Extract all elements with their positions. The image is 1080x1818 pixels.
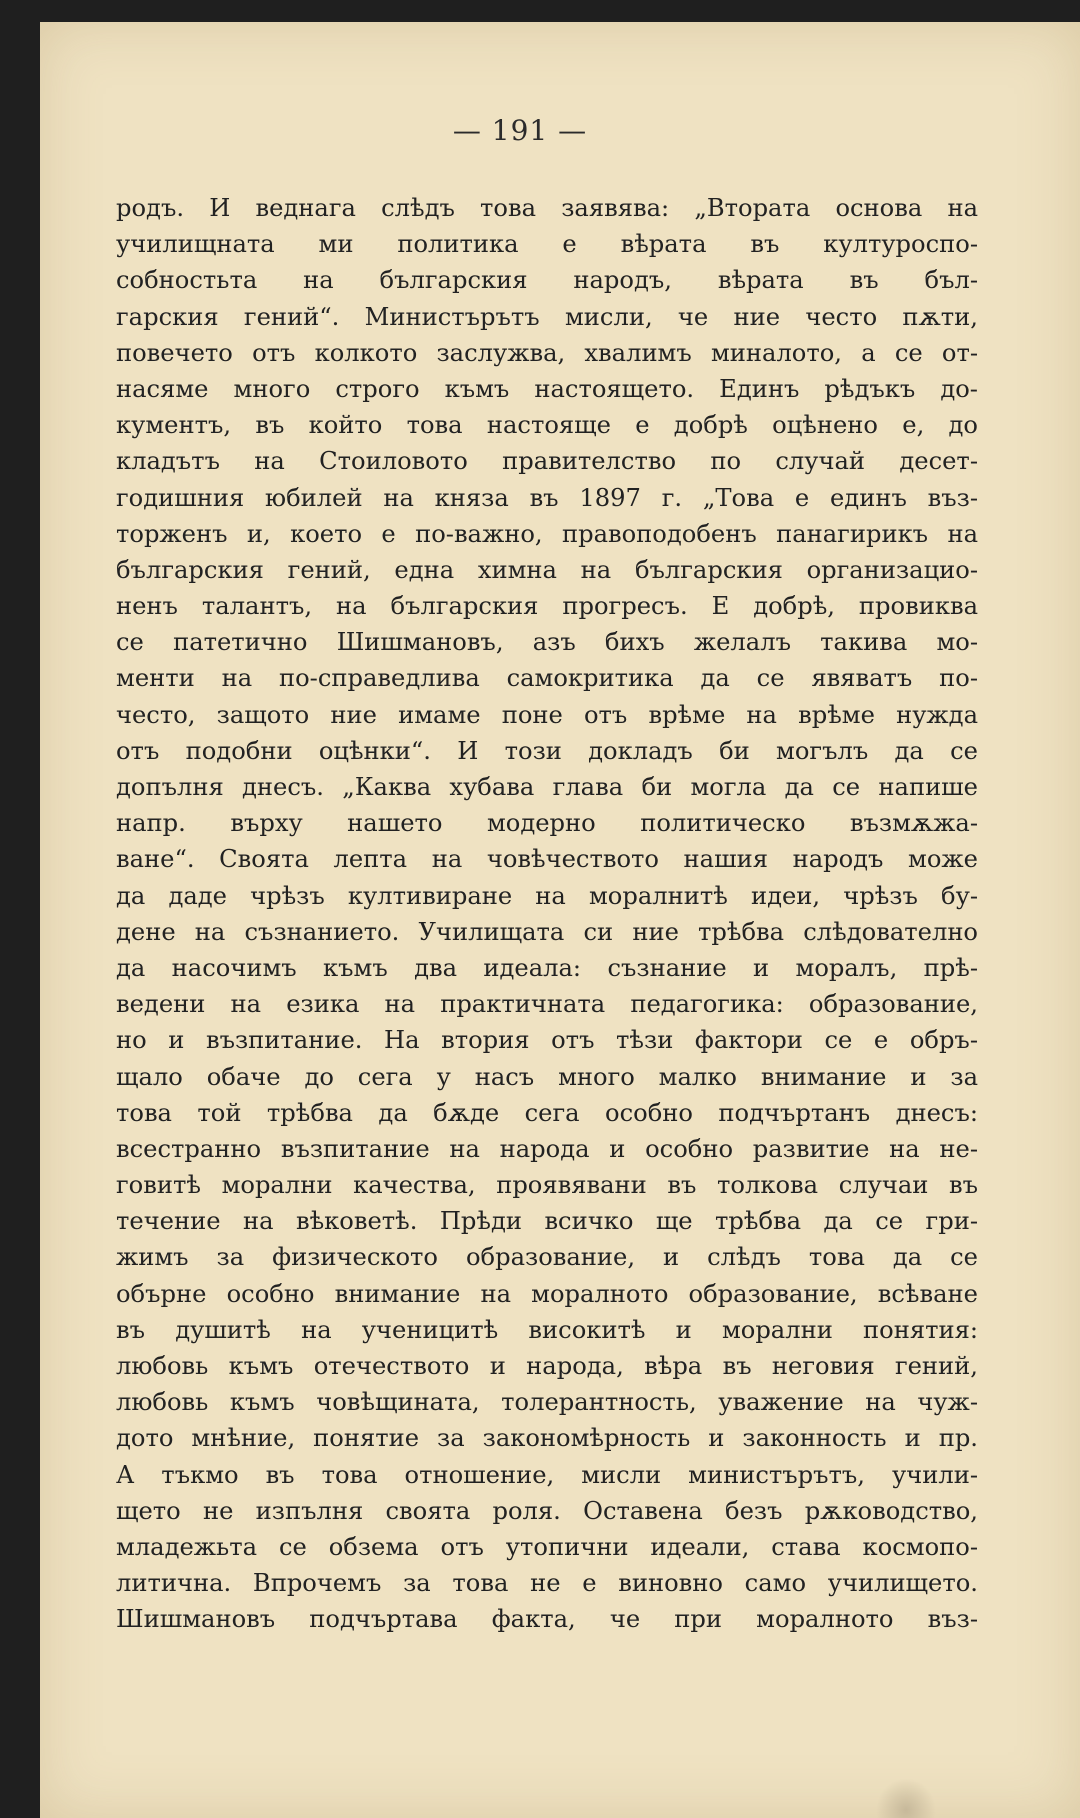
text-line: литична. Впрочемъ за това не е виновно само училището. [116, 1569, 978, 1598]
text-line: ведени на езика на практичната педагогика: образование, [116, 990, 978, 1019]
text-line: Шишмановъ подчъртава факта, че при моралното въз- [116, 1605, 978, 1634]
text-line: да даде чрѣзъ култивиране на моралнитѣ идеи, чрѣзъ бу- [116, 881, 978, 910]
text-line: течение на вѣковетѣ. Прѣди всичко ще трѣбва да се гри- [116, 1207, 978, 1236]
text-line: но и възпитание. На втория отъ тѣзи фактори се е обръ- [116, 1026, 978, 1055]
text-line: жимъ за физическото образование, и слѣдъ това да се [116, 1243, 978, 1272]
text-line: любовь къмъ човѣщината, толерантность, уважение на чуж- [116, 1388, 978, 1417]
text-line: родъ. И веднага слѣдъ това заявява: „Втората основа на [116, 194, 978, 222]
text-line: младежьта се обзема отъ утопични идеали, става космопо- [116, 1532, 978, 1561]
text-line: кладътъ на Стоиловото правителство по случай десет- [116, 447, 978, 476]
body-text [116, 190, 978, 1638]
text-line: ненъ талантъ, на българския прогресъ. Е добрѣ, провиква [116, 592, 978, 621]
text-line: допълня днесъ. „Каква хубава глава би могла да се напише [116, 773, 978, 801]
page-number: — 191 — [452, 114, 588, 147]
page-stain [876, 1778, 936, 1818]
text-line: щало обаче до сега у насъ много малко внимание и за [116, 1062, 978, 1091]
text-line: дото мнѣние, понятие за закономѣрность и законность и пр. [116, 1424, 978, 1453]
text-line: насяме много строго къмъ настоящето. Единъ рѣдъкъ до- [116, 374, 978, 403]
text-line: напр. върху нашето модерно политическо възмѫжа- [116, 809, 978, 838]
text-line: собностьта на българския народъ, вѣрата въ бъл- [116, 266, 978, 295]
text-line: да насочимъ къмъ два идеала: съзнание и моралъ, прѣ- [116, 953, 978, 982]
text-line: говитѣ морални качества, проявявани въ толкова случаи въ [116, 1171, 978, 1200]
text-line: отъ подобни оцѣнки“. И този докладъ би могълъ да се [116, 736, 978, 765]
text-line: въ душитѣ на ученицитѣ високитѣ и морални понятия: [116, 1315, 978, 1344]
text-line: годишния юбилей на княза въ 1897 г. „Това е единъ въз- [116, 483, 978, 512]
text-line: повечето отъ колкото заслужва, хвалимъ миналото, а се от- [116, 338, 978, 367]
text-line: менти на по-справедлива самокритика да се явяватъ по- [116, 664, 978, 693]
text-line: гарския гений“. Министърътъ мисли, че ние често пѫти, [116, 302, 978, 331]
text-line: любовь къмъ отечеството и народа, вѣра въ неговия гений, [116, 1352, 978, 1380]
text-line: училищната ми политика е вѣрата въ културоспо- [116, 230, 978, 259]
text-line: обърне особно внимание на моралното образование, всѣване [116, 1279, 978, 1308]
text-line: всестранно възпитание на народа и особно развитие на не- [116, 1134, 978, 1163]
text-line: ване“. Своята лепта на човѣчеството нашия народъ може [116, 845, 978, 874]
text-line: се патетично Шишмановъ, азъ бихъ желалъ такива мо- [116, 628, 978, 657]
text-line: кументъ, въ който това настояще е добрѣ оцѣнено е, до [116, 411, 978, 440]
text-line: А тъкмо въ това отношение, мисли министърътъ, учили- [116, 1460, 978, 1489]
text-line: щето не изпълня своята роля. Оставена безъ рѫководство, [116, 1496, 978, 1525]
book-page [40, 22, 1080, 1818]
text-line: дене на съзнанието. Училищата си ние трѣбва слѣдователно [116, 917, 978, 946]
text-line: често, защото ние имаме поне отъ врѣме на врѣме нужда [116, 700, 978, 729]
text-line: торженъ и, което е по-важно, правоподобенъ панагирикъ на [116, 519, 978, 548]
text-line: българския гений, една химна на българския организацио- [116, 555, 978, 584]
text-line: това той трѣбва да бѫде сега особно подчъртанъ днесъ: [116, 1098, 978, 1127]
